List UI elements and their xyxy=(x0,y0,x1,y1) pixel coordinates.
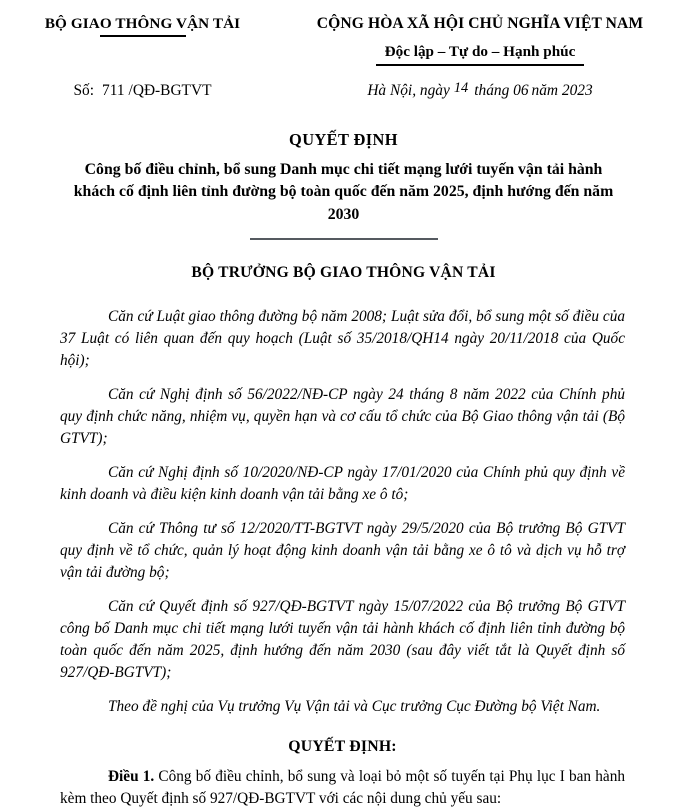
article-1-text: Công bố điều chỉnh, bổ sung và loại bỏ một số tuyến tại Phụ lục I ban hành kèm theo Quyết định số 927/QĐ-BGTVT với các nội dung chủ yếu sau: xyxy=(60,768,625,808)
document-subject-heading: Công bố điều chỉnh, bổ sung Danh mục chi tiết mạng lưới tuyến vận tải hành khách cố định liên tỉnh đường bộ toàn quốc đến năm 2025, định hướng đến năm 2030 xyxy=(73,160,614,223)
authority-heading: BỘ TRƯỞNG BỘ GIAO THÔNG VẬN TẢI xyxy=(191,263,496,281)
document-type-heading: QUYẾT ĐỊNH xyxy=(289,129,398,149)
number-and-date-row xyxy=(0,79,687,100)
issuing-organization: BỘ GIAO THÔNG VẬN TẢI xyxy=(44,15,241,32)
motto-underline-rule xyxy=(376,64,584,66)
document-number-value: 711 xyxy=(102,81,125,99)
decides-heading: QUYẾT ĐỊNH: xyxy=(288,738,397,756)
year-label: năm xyxy=(531,81,559,99)
article-1-label: Điều 1. xyxy=(108,768,155,786)
issue-date-block xyxy=(285,79,675,100)
document-header xyxy=(0,0,687,66)
title-block xyxy=(0,130,687,240)
document-number-block xyxy=(0,82,285,100)
document-number-suffix: /QĐ-BGTVT xyxy=(128,81,212,99)
national-motto: Độc lập – Tự do – Hạnh phúc xyxy=(384,43,576,61)
legal-basis-paragraph: Căn cứ Nghị định số 56/2022/NĐ-CP ngày 24 tháng 8 năm 2022 của Chính phủ quy định chức năng, nhiệm vụ, quyền hạn và cơ cấu tổ chức của Bộ Giao thông vận tải (Bộ GTVT); xyxy=(60,385,625,447)
issue-day: 14 xyxy=(453,79,469,96)
title-divider-rule xyxy=(250,238,438,240)
legal-basis-paragraph: Căn cứ Thông tư số 12/2020/TT-BGTVT ngày 29/5/2020 của Bộ trưởng Bộ GTVT quy định về tổ chức, quản lý hoạt động kinh doanh vận tải bằng xe ô tô và dịch vụ hỗ trợ vận tải đường bộ; xyxy=(60,519,625,581)
national-title: CỘNG HÒA XÃ HỘI CHỦ NGHĨA VIỆT NAM xyxy=(316,15,644,32)
document-body xyxy=(0,306,687,811)
organization-underline-rule xyxy=(100,35,186,37)
legal-basis-paragraph: Căn cứ Nghị định số 10/2020/NĐ-CP ngày 17/01/2020 của Chính phủ quy định về kinh doanh và điều kiện kinh doanh vận tải bằng xe ô tô; xyxy=(60,463,625,503)
legal-basis-paragraph: Căn cứ Quyết định số 927/QĐ-BGTVT ngày 15/07/2022 của Bộ trưởng Bộ GTVT công bố Danh mục chi tiết mạng lưới tuyến vận tải hành khách cố định liên tỉnh đường bộ toàn quốc đến năm 2025, định hướng đến năm 2030 (sau đây viết tắt là Quyết định số 927/QĐ-BGTVT); xyxy=(60,597,625,681)
issue-month: 06 xyxy=(513,81,529,99)
proposal-paragraph: Theo đề nghị của Vụ trưởng Vụ Vận tải và Cục trưởng Cục Đường bộ Việt Nam. xyxy=(108,698,601,716)
issue-year: 2023 xyxy=(561,81,593,99)
header-right-column xyxy=(285,14,675,66)
legal-basis-paragraph: Căn cứ Luật giao thông đường bộ năm 2008; Luật sửa đổi, bổ sung một số điều của 37 Luật có liên quan đến quy hoạch (Luật số 35/2018/QH14 ngày 20/11/2018 của Quốc hội); xyxy=(60,307,625,369)
national-motto-wrap xyxy=(376,42,584,65)
article-1-paragraph xyxy=(60,766,625,811)
issue-place-label: Hà Nội, ngày xyxy=(367,81,450,99)
month-label: tháng xyxy=(474,81,510,99)
header-left-column xyxy=(0,14,285,37)
document-number-label: Số: xyxy=(73,81,95,99)
